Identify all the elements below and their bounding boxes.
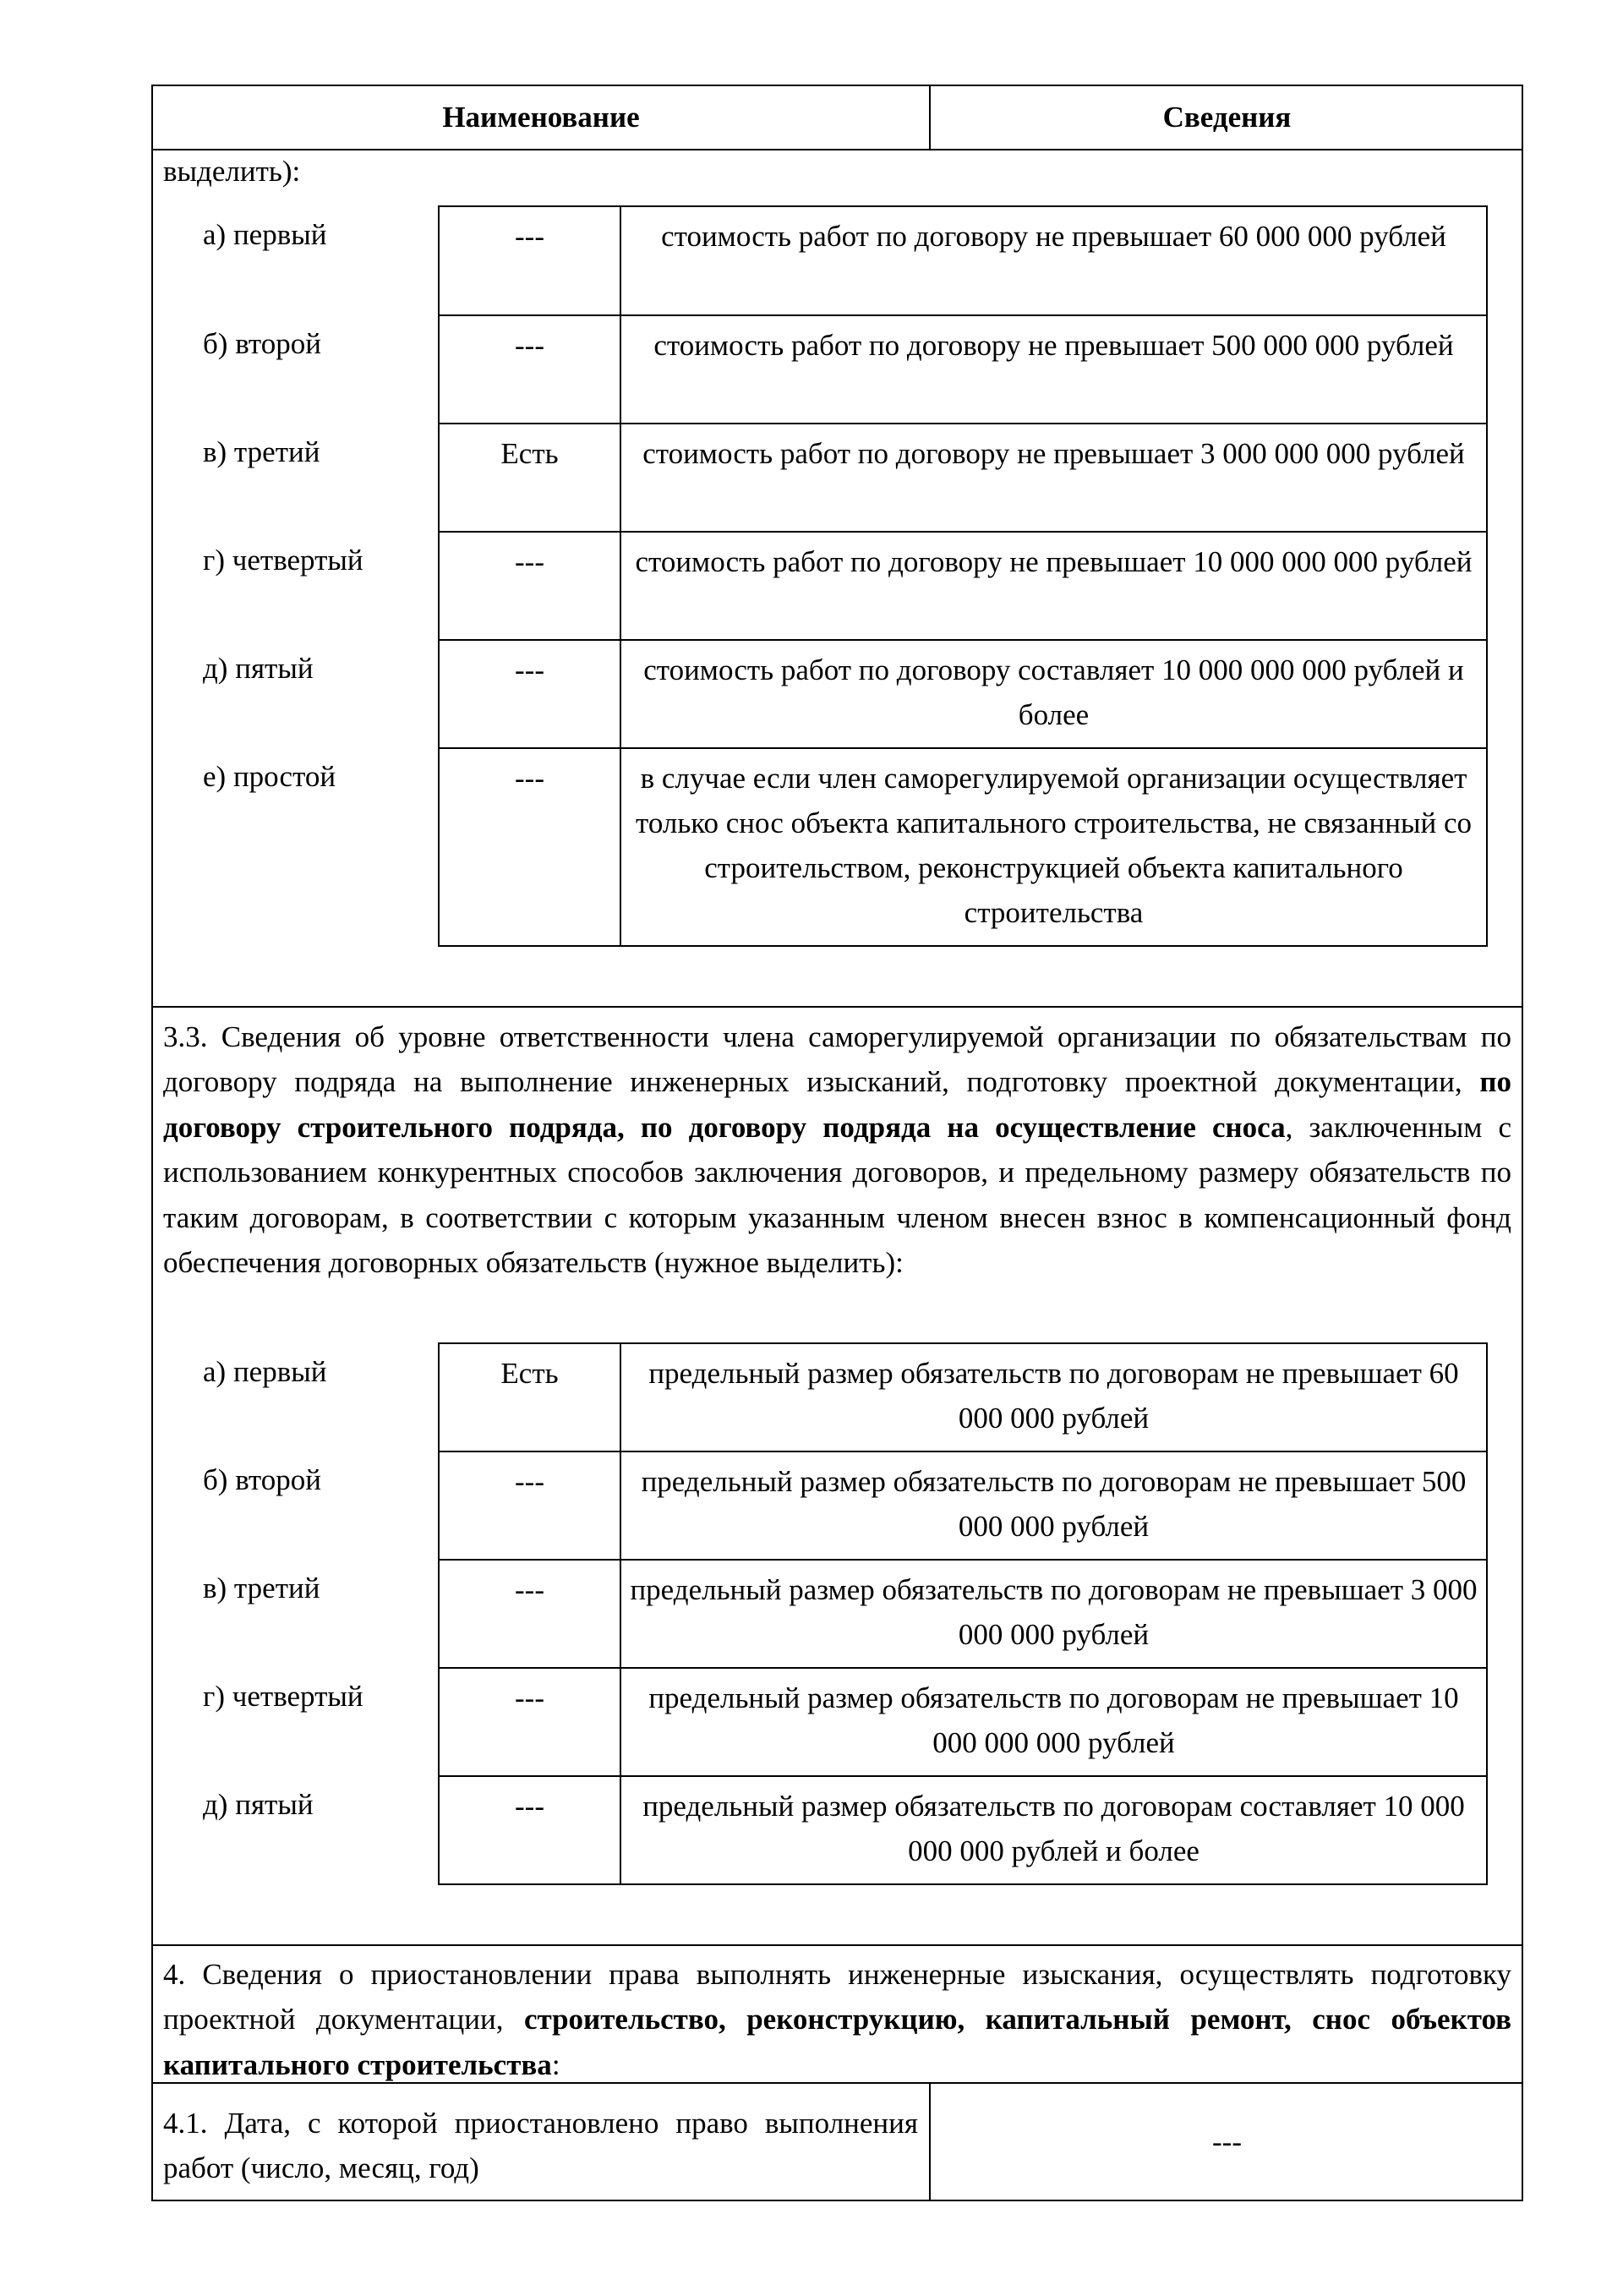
level-label: а) первый [203,1355,327,1388]
level-description: стоимость работ по договору не превышает 3 000 000 000 рублей [620,424,1487,532]
table-row [439,424,1487,532]
table-row [439,206,1487,315]
level-description: стоимость работ по договору не превышает 10 000 000 000 рублей [620,532,1487,640]
section-33-text-part: , заключенным с использованием конкурентных способов заключения договоров, и предельному размеру обязательств по таким договорам, в соответствии с которым указанным членом внесен взнос в компенсационный фонд обеспечения договорных обязательств (нужное выделить): [163,1110,1511,1280]
table-row [439,1343,1487,1451]
section-41-value: --- [1212,2125,1242,2158]
section-33-levels-table [438,1342,1488,1885]
level-description: в случае если член саморегулируемой организации осуществляет только снос объекта капитального строительства, не связанный со строительством, реконструкцией объекта капитального строительства [620,748,1487,946]
section-33-text-bold: по договору строительного подряда, по договору подряда на осуществление сноса [163,1065,1511,1144]
level-description: стоимость работ по договору не превышает 500 000 000 рублей [620,315,1487,424]
table-row [439,748,1487,946]
section-33-text-part: 3.3. Сведения об уровне ответственности члена саморегулируемой организации по обязательствам по договору подряда на выполнение инженерных изысканий, подготовку проектной документации, [163,1020,1511,1099]
level-mark: --- [439,1668,620,1776]
section-4-text-part: : [551,2047,560,2081]
table-row [439,1668,1487,1776]
table-row [439,1560,1487,1668]
table-row [439,1776,1487,1884]
section-4-text-part: 4. Сведения о приостановлении права выполнять инженерные изыскания, осуществлять подготовку проектной документации, [163,1958,1511,2036]
level-description: стоимость работ по договору составляет 10 000 000 000 рублей и более [620,640,1487,748]
level-label: а) первый [203,218,327,251]
level-label: б) второй [203,1463,321,1496]
level-label: в) третий [203,435,320,468]
level-mark: --- [439,1451,620,1560]
section-41-label: 4.1. Дата, с которой приостановлено право выполнения работ (число, месяц, год) [163,2107,918,2184]
header-name: Наименование [442,100,640,134]
section-32-levels-table [438,205,1488,947]
table-row [439,532,1487,640]
section-4-text-bold: строительство, реконструкцию, капитальный ремонт, снос объектов капитального строительства [163,2003,1511,2081]
level-mark: Есть [439,424,620,532]
section-33-text [163,1014,1511,1285]
level-mark: --- [439,1776,620,1884]
table-row [439,1451,1487,1560]
level-description: предельный размер обязательств по договорам не превышает 10 000 000 000 рублей [620,1668,1487,1776]
level-mark: --- [439,532,620,640]
divider [151,1006,1523,1008]
level-mark: --- [439,1560,620,1668]
level-description: предельный размер обязательств по договорам составляет 10 000 000 000 рублей и более [620,1776,1487,1884]
level-mark: Есть [439,1343,620,1451]
divider [151,149,1523,150]
level-mark: --- [439,315,620,424]
level-mark: --- [439,748,620,946]
level-label: г) четвертый [203,544,363,577]
level-label: д) пятый [203,652,314,685]
section-4-text [163,1952,1511,2087]
level-description: стоимость работ по договору не превышает 60 000 000 рублей [620,206,1487,315]
level-description: предельный размер обязательств по договорам не превышает 3 000 000 000 рублей [620,1560,1487,1668]
divider [151,1944,1523,1946]
header-info: Сведения [1162,100,1292,134]
level-label: б) второй [203,327,321,360]
table-row [439,640,1487,748]
table-row [439,315,1487,424]
level-label: е) простой [203,760,336,793]
level-mark: --- [439,640,620,748]
section-32-lead: выделить): [163,155,301,188]
level-label: д) пятый [203,1788,314,1821]
level-description: предельный размер обязательств по договорам не превышает 500 000 000 рублей [620,1451,1487,1560]
level-label: г) четвертый [203,1680,363,1713]
level-mark: --- [439,206,620,315]
divider [929,85,931,150]
level-label: в) третий [203,1572,320,1604]
level-description: предельный размер обязательств по договорам не превышает 60 000 000 рублей [620,1343,1487,1451]
